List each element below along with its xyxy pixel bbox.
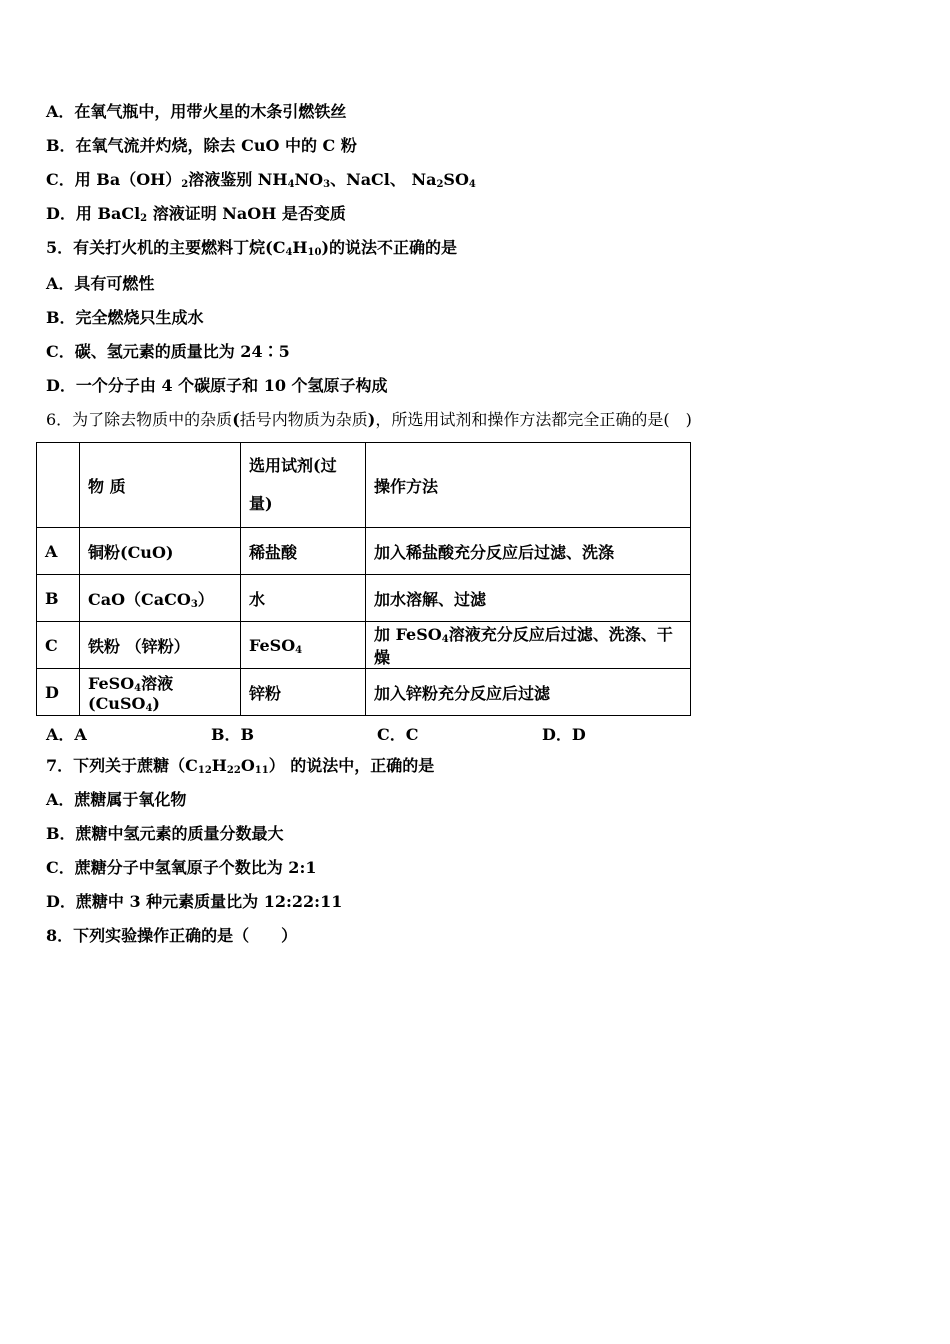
subscript: 4 — [287, 179, 295, 190]
text: 括号内物质为杂质 — [239, 410, 368, 429]
text: 溶液鉴别 NH — [188, 170, 288, 189]
table-cell-substance — [80, 575, 241, 622]
text: 7．下列关于蔗糖（C — [46, 756, 198, 775]
text: 溶液充分反应后过滤、洗涤、干燥 — [374, 625, 673, 667]
text: 、NaCl、 Na — [330, 170, 437, 189]
subscript: 4 — [441, 634, 449, 645]
q6-table — [36, 442, 691, 716]
text: 选用试剂(过 — [249, 456, 337, 475]
q7-option-d: D．蔗糖中 3 种元素质量比为 12:22:11 — [46, 892, 343, 911]
text: 溶液(CuSO — [88, 674, 174, 713]
text: NO — [294, 170, 324, 189]
q4-option-a: A．在氧气瓶中，用带火星的木条引燃铁丝 — [46, 102, 347, 121]
text: C．用 Ba（OH） — [46, 170, 182, 189]
text: 量) — [249, 494, 273, 513]
text: 加 FeSO — [374, 625, 442, 644]
q5-option-a: A．具有可燃性 — [46, 274, 155, 293]
table-row — [37, 575, 691, 622]
subscript: 4 — [145, 703, 153, 714]
table-cell-substance: 铁粉 （锌粉） — [80, 622, 241, 669]
q5-option-d: D．一个分子由 4 个碳原子和 10 个氢原子构成 — [46, 376, 388, 395]
table-cell-reagent: 锌粉 — [241, 669, 366, 716]
q4-option-d — [46, 204, 346, 224]
table-header-substance: 物 质 — [80, 443, 241, 528]
table-cell-substance: 铜粉(CuO) — [80, 528, 241, 575]
text: ，所选用试剂和操作方法都完全正确的是( ) — [375, 410, 692, 429]
table-cell-reagent: 稀盐酸 — [241, 528, 366, 575]
subscript: 3 — [190, 598, 198, 610]
table-row — [37, 622, 691, 669]
text: O — [240, 756, 255, 775]
table-cell-method — [366, 622, 691, 669]
q6-answer-c: C．C — [377, 725, 419, 744]
table-cell-method: 加入稀盐酸充分反应后过滤、洗涤 — [366, 528, 691, 575]
text: SO — [443, 170, 469, 189]
q6-answer-d: D．D — [542, 725, 586, 744]
table-row-label: C — [37, 622, 80, 669]
subscript: 10 — [307, 247, 322, 258]
subscript: 12 — [197, 765, 212, 776]
q6-stem — [46, 410, 692, 430]
subscript: 4 — [295, 644, 303, 656]
table-cell-method: 加水溶解、过滤 — [366, 575, 691, 622]
table-header-row — [37, 443, 691, 528]
q4-option-c — [46, 170, 476, 190]
table-row-label: A — [37, 528, 80, 575]
subscript: 4 — [468, 179, 476, 190]
table-row-label: D — [37, 669, 80, 716]
subscript: 3 — [323, 179, 331, 190]
text: H — [211, 756, 227, 775]
subscript: 2 — [181, 179, 189, 190]
table-cell-reagent — [241, 622, 366, 669]
q5-option-c: C．碳、氢元素的质量比为 24∶5 — [46, 342, 290, 361]
text: FeSO — [249, 635, 296, 655]
text: ） — [197, 589, 214, 609]
text: ) — [152, 694, 160, 713]
subscript: 4 — [134, 683, 142, 694]
text: 5．有关打火机的主要燃料丁烷(C — [46, 238, 286, 257]
text: H — [292, 238, 308, 257]
q7-stem — [46, 756, 434, 776]
text: ) — [367, 410, 376, 429]
table-cell — [37, 443, 80, 528]
q7-option-a: A．蔗糖属于氧化物 — [46, 790, 187, 809]
table-header-method: 操作方法 — [366, 443, 691, 528]
table-header-reagent — [241, 443, 366, 528]
subscript: 4 — [285, 247, 293, 258]
q5-stem — [46, 238, 457, 258]
table-cell-method: 加入锌粉充分反应后过滤 — [366, 669, 691, 716]
q6-answer-a: A．A — [46, 725, 87, 744]
text: FeSO — [88, 674, 135, 693]
text: CaO（CaCO — [88, 589, 191, 609]
subscript: 2 — [436, 179, 444, 190]
q6-answer-b: B．B — [211, 725, 255, 744]
text: ( — [232, 410, 240, 429]
text: 溶液证明 NaOH 是否变质 — [147, 204, 346, 223]
subscript: 11 — [254, 765, 269, 776]
subscript: 2 — [140, 213, 148, 224]
table-row — [37, 669, 691, 716]
table-cell-substance — [80, 669, 241, 716]
table-row-label: B — [37, 575, 80, 622]
q7-option-b: B．蔗糖中氢元素的质量分数最大 — [46, 824, 284, 843]
q5-option-b: B．完全燃烧只生成水 — [46, 308, 204, 327]
q4-option-b: B．在氧气流并灼烧，除去 CuO 中的 C 粉 — [46, 136, 357, 155]
table-cell-reagent: 水 — [241, 575, 366, 622]
subscript: 22 — [226, 765, 241, 776]
q8-stem: 8．下列实验操作正确的是（ ） — [46, 926, 298, 945]
text: 6．为了除去物质中的杂质 — [46, 410, 233, 429]
text: ） 的说法中，正确的是 — [268, 756, 435, 775]
q7-option-c: C．蔗糖分子中氢氧原子个数比为 2:1 — [46, 858, 317, 877]
table-row — [37, 528, 691, 575]
text: )的说法不正确的是 — [321, 238, 458, 257]
text: D．用 BaCl — [46, 204, 141, 223]
